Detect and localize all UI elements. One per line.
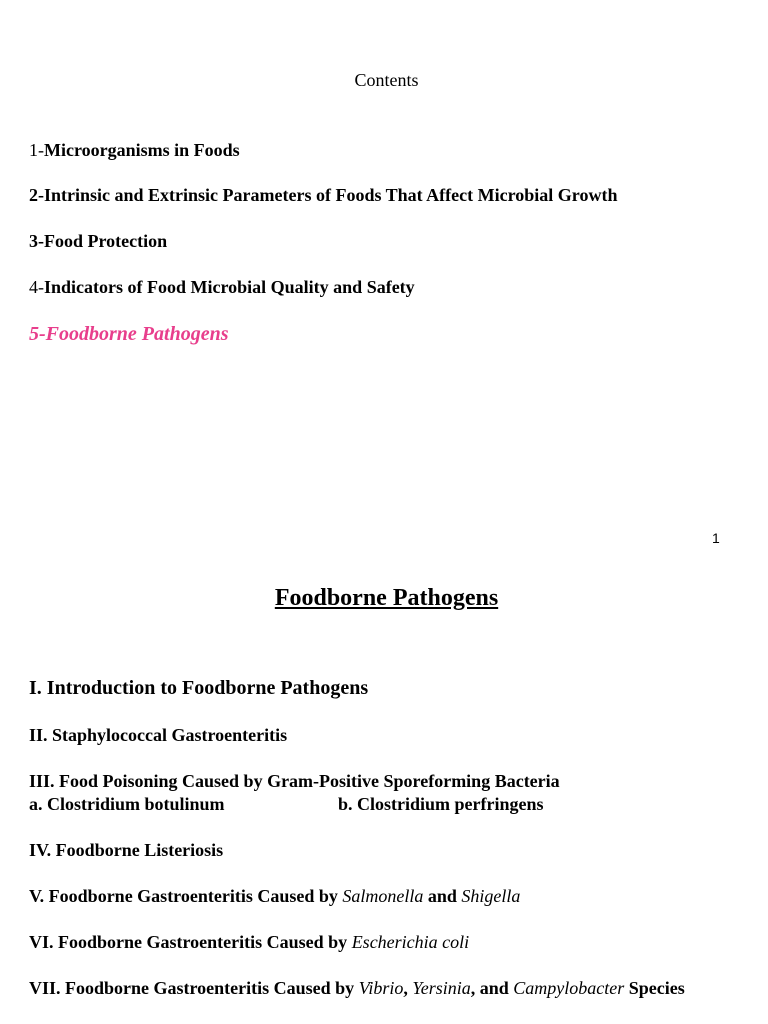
section-item-text: Species xyxy=(624,978,685,998)
toc-item-number: 1- xyxy=(29,140,44,160)
section-item-text: , and xyxy=(470,978,514,998)
toc-item-2[interactable] xyxy=(29,185,617,206)
section-item-4: IV. Foodborne Listeriosis xyxy=(29,840,224,860)
page-number: 1 xyxy=(712,530,720,546)
organism-name: Campylobacter xyxy=(513,978,625,998)
section-item-text: V. Foodborne Gastroenteritis Caused by xyxy=(29,886,343,906)
section-item-3a: a. Clostridium botulinum xyxy=(29,794,225,814)
toc-item-label: Indicators of Food Microbial Quality and Safety xyxy=(44,277,415,297)
toc-item-label: Microorganisms in Foods xyxy=(44,140,240,160)
organism-name: Salmonella xyxy=(342,886,424,906)
section-item-7 xyxy=(29,978,685,999)
section-item-text: VI. Foodborne Gastroenteritis Caused by xyxy=(29,932,352,952)
toc-item-1[interactable] xyxy=(29,140,240,161)
toc-item-5-highlighted[interactable] xyxy=(29,323,228,346)
organism-name: Vibrio xyxy=(358,978,404,998)
organism-name: Yersinia xyxy=(412,978,471,998)
organism-name: Shigella xyxy=(461,886,521,906)
toc-item-number: 2- xyxy=(29,185,44,205)
section-item-6 xyxy=(29,932,469,953)
toc-item-3[interactable] xyxy=(29,231,167,252)
toc-item-number: 5- xyxy=(29,323,46,345)
section-item-1: I. Introduction to Foodborne Pathogens xyxy=(29,677,369,699)
section-title: Foodborne Pathogens xyxy=(274,585,499,611)
toc-item-label: Foodborne Pathogens xyxy=(45,323,229,345)
toc-item-number: 4- xyxy=(29,277,44,297)
organism-name: Escherichia coli xyxy=(351,932,470,952)
section-item-text: VII. Foodborne Gastroenteritis Caused by xyxy=(29,978,359,998)
toc-item-label: Food Protection xyxy=(44,231,168,251)
section-item-5 xyxy=(29,886,520,907)
section-item-text: and xyxy=(423,886,462,906)
section-item-3: III. Food Poisoning Caused by Gram-Positive Sporeforming Bacteria xyxy=(29,771,560,791)
toc-item-label: Intrinsic and Extrinsic Parameters of Foods That Affect Microbial Growth xyxy=(44,185,618,205)
section-item-3b: b. Clostridium perfringens xyxy=(338,794,544,814)
toc-item-4[interactable] xyxy=(29,277,415,298)
toc-item-number: 3- xyxy=(29,231,44,251)
section-item-2: II. Staphylococcal Gastroenteritis xyxy=(29,725,288,745)
section-item-text: , xyxy=(403,978,413,998)
contents-title: Contents xyxy=(354,70,419,90)
